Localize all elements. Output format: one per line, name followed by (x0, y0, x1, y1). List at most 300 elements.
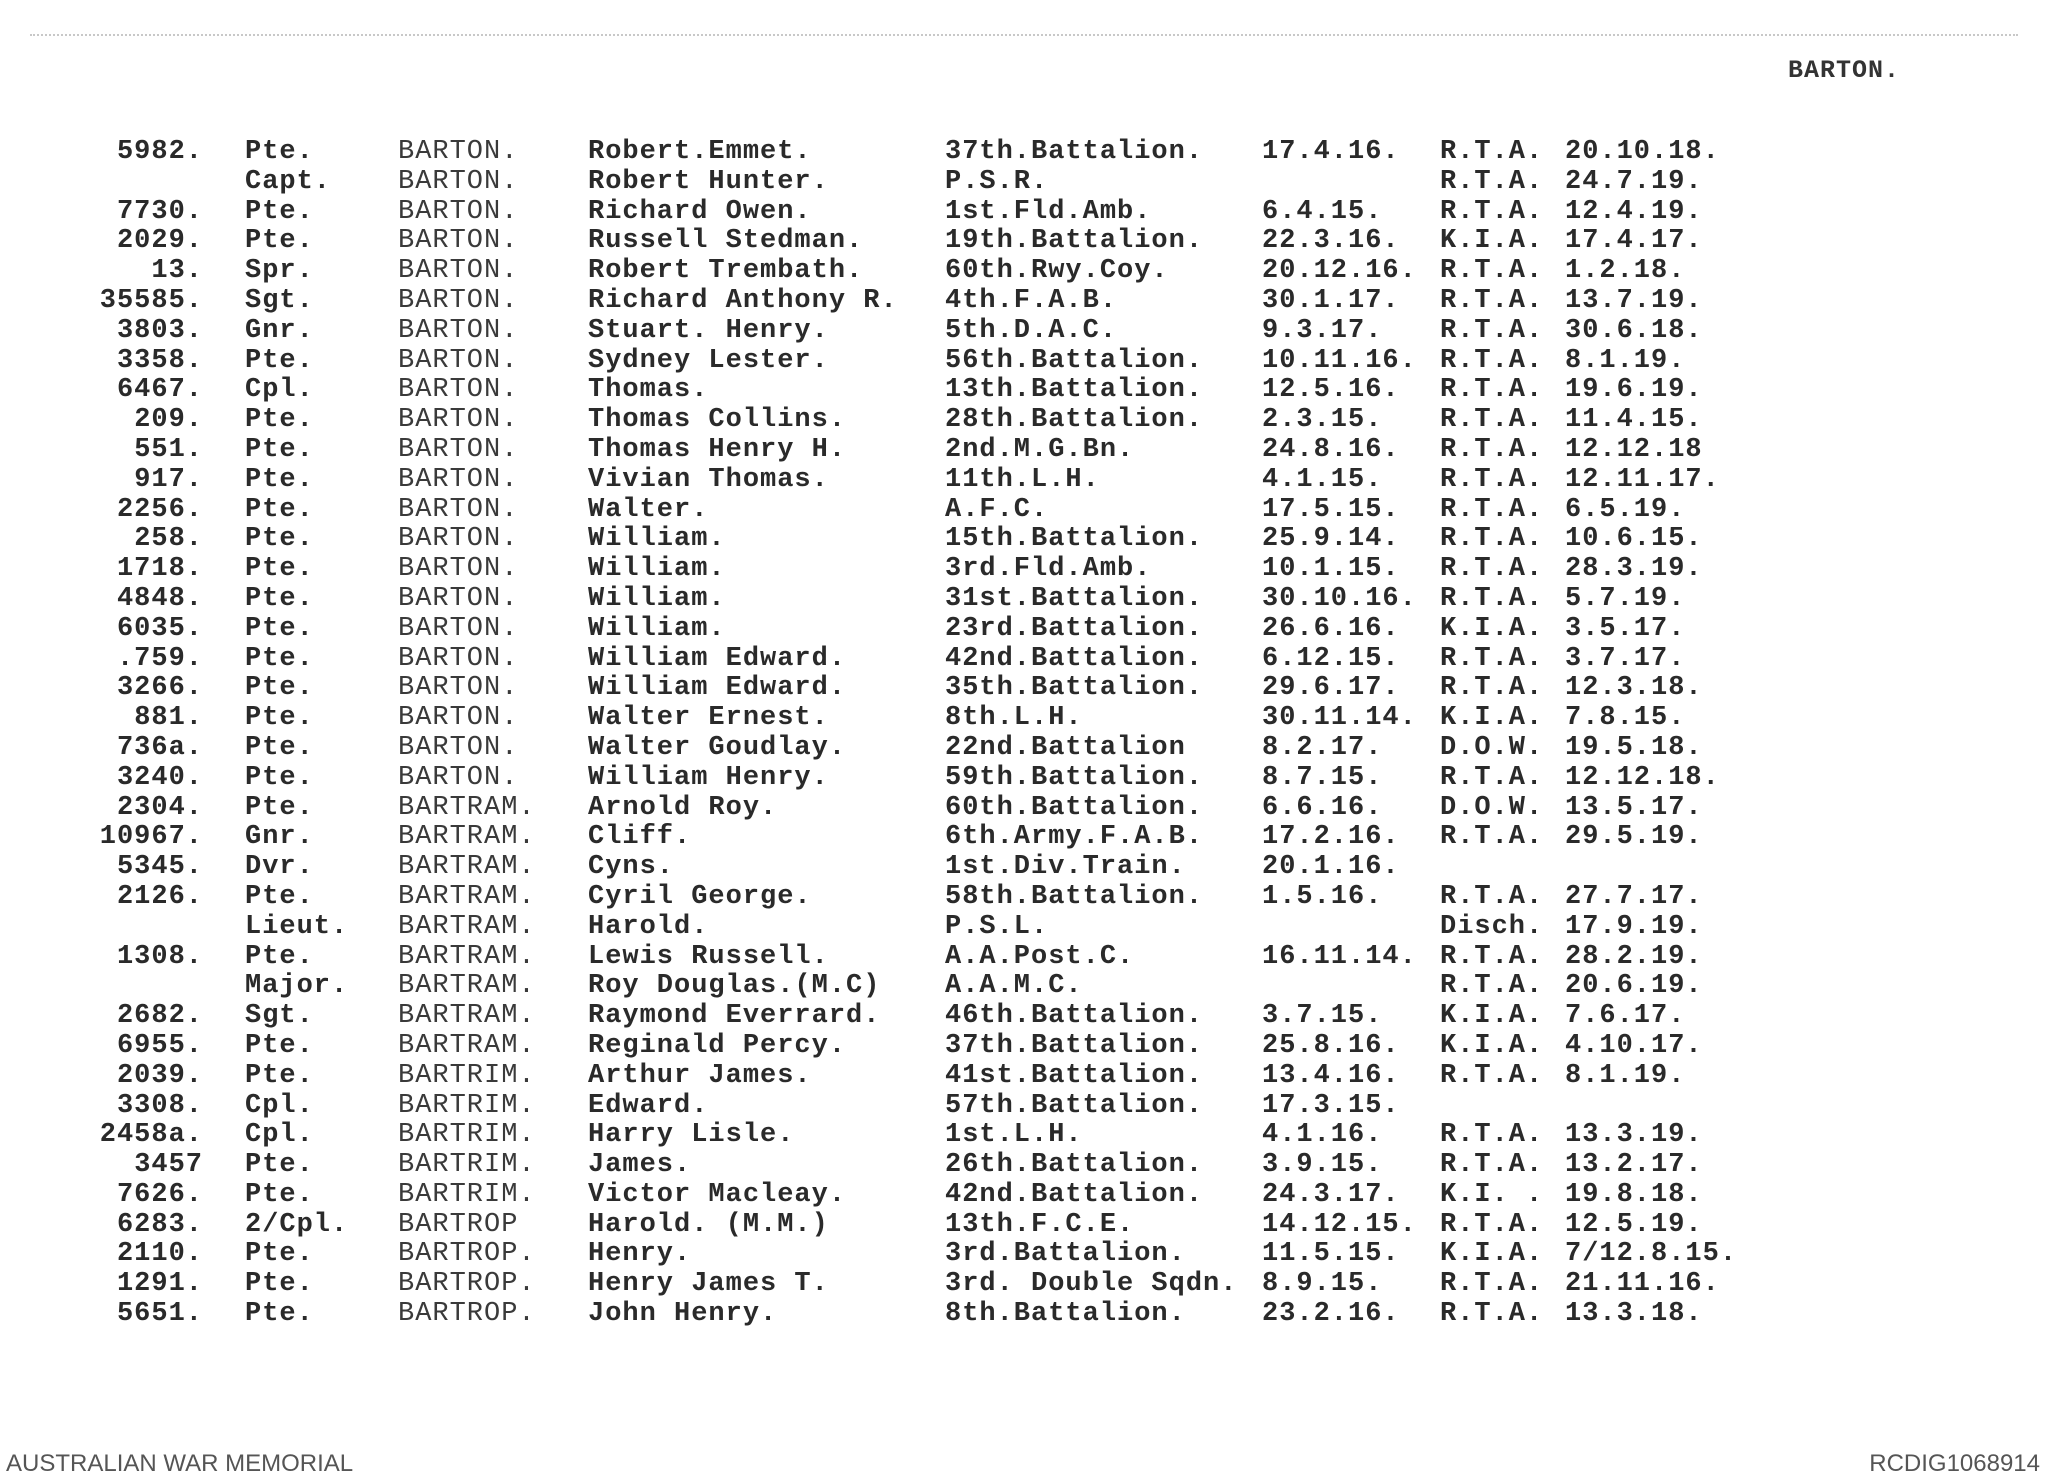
service-number: .759. (116, 643, 203, 674)
table-row (0, 764, 2048, 794)
surname: BARTROP. (398, 1239, 536, 1270)
fate: R.T.A. (1440, 196, 1544, 227)
unit: 37th.Battalion. (945, 1030, 1204, 1061)
service-number: 4848. (116, 583, 203, 614)
enlistment-date: 12.5.16. (1262, 375, 1400, 406)
surname: BARTON. (398, 434, 519, 465)
fate-date: 5.7.19. (1565, 583, 1686, 614)
service-number: 2110. (116, 1239, 203, 1270)
service-number: 5651. (116, 1299, 203, 1330)
page-heading: BARTON. (1788, 56, 1901, 85)
fate: D.O.W. (1440, 792, 1544, 823)
fate-date: 1.2.18. (1565, 256, 1686, 287)
unit: 57th.Battalion. (945, 1090, 1204, 1121)
rank: Pte. (245, 762, 314, 793)
unit: 59th.Battalion. (945, 762, 1204, 793)
table-row (0, 585, 2048, 615)
unit: 1st.L.H. (945, 1120, 1083, 1151)
surname: BARTROP (398, 1209, 519, 1240)
fate: R.T.A. (1440, 1120, 1544, 1151)
enlistment-date: 17.3.15. (1262, 1090, 1400, 1121)
surname: BARTRAM. (398, 941, 536, 972)
surname: BARTRAM. (398, 1030, 536, 1061)
service-number: 35585. (99, 285, 203, 316)
fate-date: 13.5.17. (1565, 792, 1703, 823)
service-number: 1308. (116, 941, 203, 972)
unit: 19th.Battalion. (945, 226, 1204, 257)
service-number: 6035. (116, 613, 203, 644)
unit: 8th.Battalion. (945, 1299, 1186, 1330)
rank: Pte. (245, 1239, 314, 1270)
rank: Pte. (245, 345, 314, 376)
surname: BARTRAM. (398, 881, 536, 912)
enlistment-date: 30.1.17. (1262, 285, 1400, 316)
service-number: 209. (134, 405, 203, 436)
unit: A.F.C. (945, 494, 1049, 525)
enlistment-date: 8.7.15. (1262, 762, 1383, 793)
given-names: William. (588, 613, 726, 644)
table-row (0, 1270, 2048, 1300)
enlistment-date: 25.8.16. (1262, 1030, 1400, 1061)
service-number: 551. (134, 434, 203, 465)
nominal-roll (0, 138, 2048, 1330)
fate: R.T.A. (1440, 375, 1544, 406)
rank: Pte. (245, 613, 314, 644)
unit: 60th.Battalion. (945, 792, 1204, 823)
table-row (0, 555, 2048, 585)
table-row (0, 287, 2048, 317)
enlistment-date: 6.6.16. (1262, 792, 1383, 823)
surname: BARTON. (398, 226, 519, 257)
rank: Pte. (245, 524, 314, 555)
given-names: Harry Lisle. (588, 1120, 795, 1151)
service-number: 10967. (99, 822, 203, 853)
surname: BARTON. (398, 583, 519, 614)
fate: R.T.A. (1440, 643, 1544, 674)
unit: 37th.Battalion. (945, 137, 1204, 167)
given-names: Cliff. (588, 822, 692, 853)
enlistment-date: 10.11.16. (1262, 345, 1417, 376)
enlistment-date: 29.6.17. (1262, 673, 1400, 704)
table-row (0, 198, 2048, 228)
enlistment-date: 30.11.14. (1262, 703, 1417, 734)
fate: R.T.A. (1440, 345, 1544, 376)
enlistment-date: 20.1.16. (1262, 852, 1400, 883)
given-names: Reginald Percy. (588, 1030, 847, 1061)
table-row (0, 704, 2048, 734)
rank: Capt. (245, 166, 332, 197)
surname: BARTON. (398, 524, 519, 555)
service-number: 2126. (116, 881, 203, 912)
surname: BARTRIM. (398, 1060, 536, 1091)
fate-date: 13.7.19. (1565, 285, 1703, 316)
fate-date: 29.5.19. (1565, 822, 1703, 853)
given-names: Stuart. Henry. (588, 315, 829, 346)
table-row (0, 674, 2048, 704)
table-row (0, 1181, 2048, 1211)
surname: BARTON. (398, 464, 519, 495)
fate-date: 7.8.15. (1565, 703, 1686, 734)
table-row (0, 1032, 2048, 1062)
surname: BARTON. (398, 137, 519, 167)
given-names: Walter Ernest. (588, 703, 829, 734)
given-names: Henry. (588, 1239, 692, 1270)
given-names: William. (588, 524, 726, 555)
rank: Cpl. (245, 1120, 314, 1151)
service-number: 7626. (116, 1179, 203, 1210)
given-names: James. (588, 1150, 692, 1181)
unit: 26th.Battalion. (945, 1150, 1204, 1181)
rank: Pte. (245, 941, 314, 972)
fate-date: 8.1.19. (1565, 345, 1686, 376)
fate-date: 3.5.17. (1565, 613, 1686, 644)
table-row (0, 466, 2048, 496)
enlistment-date: 16.11.14. (1262, 941, 1417, 972)
given-names: Russell Stedman. (588, 226, 864, 257)
fate-date: 19.6.19. (1565, 375, 1703, 406)
unit: 13th.F.C.E. (945, 1209, 1135, 1240)
fate: R.T.A. (1440, 554, 1544, 585)
service-number: 2458a. (99, 1120, 203, 1151)
given-names: Robert Trembath. (588, 256, 864, 287)
table-row (0, 1211, 2048, 1241)
rank: Pte. (245, 1060, 314, 1091)
enlistment-date: 24.8.16. (1262, 434, 1400, 465)
service-number: 6955. (116, 1030, 203, 1061)
unit: 13th.Battalion. (945, 375, 1204, 406)
unit: P.S.L. (945, 911, 1049, 942)
rank: Pte. (245, 464, 314, 495)
enlistment-date: 13.4.16. (1262, 1060, 1400, 1091)
table-row (0, 496, 2048, 526)
unit: 5th.D.A.C. (945, 315, 1118, 346)
unit: 31st.Battalion. (945, 583, 1204, 614)
table-row (0, 317, 2048, 347)
given-names: William Edward. (588, 673, 847, 704)
fate: K.I.A. (1440, 1001, 1544, 1032)
rank: Pte. (245, 137, 314, 167)
table-row (0, 883, 2048, 913)
given-names: Thomas Henry H. (588, 434, 847, 465)
rank: Pte. (245, 1030, 314, 1061)
fate: R.T.A. (1440, 673, 1544, 704)
rank: Pte. (245, 1299, 314, 1330)
fate: R.T.A. (1440, 315, 1544, 346)
fate-date: 13.3.19. (1565, 1120, 1703, 1151)
fate-date: 8.1.19. (1565, 1060, 1686, 1091)
rank: Major. (245, 971, 349, 1002)
fate: R.T.A. (1440, 1269, 1544, 1300)
rank: Pte. (245, 196, 314, 227)
given-names: Arnold Roy. (588, 792, 778, 823)
fate: R.T.A. (1440, 971, 1544, 1002)
rank: 2/Cpl. (245, 1209, 349, 1240)
table-row (0, 347, 2048, 377)
rank: Pte. (245, 732, 314, 763)
table-row (0, 615, 2048, 645)
enlistment-date: 3.9.15. (1262, 1150, 1383, 1181)
enlistment-date: 6.4.15. (1262, 196, 1383, 227)
fate-date: 13.3.18. (1565, 1299, 1703, 1330)
rank: Lieut. (245, 911, 349, 942)
given-names: Sydney Lester. (588, 345, 829, 376)
rank: Spr. (245, 256, 314, 287)
rank: Pte. (245, 434, 314, 465)
surname: BARTON. (398, 256, 519, 287)
enlistment-date: 4.1.16. (1262, 1120, 1383, 1151)
surname: BARTRIM. (398, 1150, 536, 1181)
enlistment-date: 17.4.16. (1262, 137, 1400, 167)
fate-date: 17.4.17. (1565, 226, 1703, 257)
surname: BARTON. (398, 285, 519, 316)
fate: R.T.A. (1440, 256, 1544, 287)
surname: BARTRAM. (398, 852, 536, 883)
service-number: 6467. (116, 375, 203, 406)
given-names: Arthur James. (588, 1060, 812, 1091)
rank: Pte. (245, 792, 314, 823)
given-names: Robert Hunter. (588, 166, 829, 197)
fate: R.T.A. (1440, 762, 1544, 793)
surname: BARTROP. (398, 1269, 536, 1300)
fate: R.T.A. (1440, 166, 1544, 197)
enlistment-date: 8.9.15. (1262, 1269, 1383, 1300)
fate: Disch. (1440, 911, 1544, 942)
rank: Pte. (245, 1150, 314, 1181)
given-names: Robert.Emmet. (588, 137, 812, 167)
surname: BARTRAM. (398, 792, 536, 823)
rank: Pte. (245, 881, 314, 912)
given-names: William Edward. (588, 643, 847, 674)
unit: 2nd.M.G.Bn. (945, 434, 1135, 465)
surname: BARTON. (398, 762, 519, 793)
rank: Gnr. (245, 822, 314, 853)
unit: 4th.F.A.B. (945, 285, 1118, 316)
fate-date: 20.10.18. (1565, 137, 1720, 167)
enlistment-date: 30.10.16. (1262, 583, 1417, 614)
fate-date: 12.4.19. (1565, 196, 1703, 227)
given-names: Roy Douglas.(M.C) (588, 971, 881, 1002)
enlistment-date: 2.3.15. (1262, 405, 1383, 436)
service-number: 2304. (116, 792, 203, 823)
enlistment-date: 20.12.16. (1262, 256, 1417, 287)
given-names: Cyril George. (588, 881, 812, 912)
fate-date: 20.6.19. (1565, 971, 1703, 1002)
fate-date: 11.4.15. (1565, 405, 1703, 436)
given-names: William Henry. (588, 762, 829, 793)
unit: P.S.R. (945, 166, 1049, 197)
rank: Pte. (245, 673, 314, 704)
given-names: William. (588, 583, 726, 614)
given-names: Vivian Thomas. (588, 464, 829, 495)
archive-credit: AUSTRALIAN WAR MEMORIAL (6, 1450, 354, 1477)
fate-date: 7.6.17. (1565, 1001, 1686, 1032)
unit: 8th.L.H. (945, 703, 1083, 734)
enlistment-date: 8.2.17. (1262, 732, 1383, 763)
service-number: 3308. (116, 1090, 203, 1121)
fate: R.T.A. (1440, 1060, 1544, 1091)
enlistment-date: 9.3.17. (1262, 315, 1383, 346)
table-row (0, 794, 2048, 824)
table-row (0, 823, 2048, 853)
table-row (0, 1002, 2048, 1032)
fate: K.I.A. (1440, 1239, 1544, 1270)
table-row (0, 734, 2048, 764)
surname: BARTON. (398, 643, 519, 674)
surname: BARTRAM. (398, 1001, 536, 1032)
surname: BARTROP. (398, 1299, 536, 1330)
unit: 41st.Battalion. (945, 1060, 1204, 1091)
surname: BARTON. (398, 405, 519, 436)
fate-date: 4.10.17. (1565, 1030, 1703, 1061)
given-names: Walter Goudlay. (588, 732, 847, 763)
table-row (0, 525, 2048, 555)
unit: 42nd.Battalion. (945, 643, 1204, 674)
fate-date: 28.2.19. (1565, 941, 1703, 972)
surname: BARTON. (398, 554, 519, 585)
given-names: Cyns. (588, 852, 675, 883)
table-row (0, 1151, 2048, 1181)
given-names: William. (588, 554, 726, 585)
enlistment-date: 1.5.16. (1262, 881, 1383, 912)
fate-date: 12.3.18. (1565, 673, 1703, 704)
fate-date: 12.12.18. (1565, 762, 1720, 793)
fate-date: 24.7.19. (1565, 166, 1703, 197)
fate: R.T.A. (1440, 434, 1544, 465)
fate-date: 21.11.16. (1565, 1269, 1720, 1300)
service-number: 3457 (134, 1150, 203, 1181)
unit: 23rd.Battalion. (945, 613, 1204, 644)
enlistment-date: 6.12.15. (1262, 643, 1400, 674)
fate-date: 6.5.19. (1565, 494, 1686, 525)
fate: R.T.A. (1440, 405, 1544, 436)
surname: BARTON. (398, 196, 519, 227)
given-names: Henry James T. (588, 1269, 829, 1300)
service-number: 1291. (116, 1269, 203, 1300)
unit: A.A.M.C. (945, 971, 1083, 1002)
surname: BARTON. (398, 732, 519, 763)
rank: Pte. (245, 226, 314, 257)
fate: R.T.A. (1440, 1150, 1544, 1181)
fate: R.T.A. (1440, 464, 1544, 495)
given-names: Raymond Everrard. (588, 1001, 881, 1032)
fate: R.T.A. (1440, 1209, 1544, 1240)
service-number: 2256. (116, 494, 203, 525)
surname: BARTRIM. (398, 1090, 536, 1121)
enlistment-date: 23.2.16. (1262, 1299, 1400, 1330)
given-names: John Henry. (588, 1299, 778, 1330)
table-row (0, 972, 2048, 1002)
service-number: 736a. (116, 732, 203, 763)
unit: 35th.Battalion. (945, 673, 1204, 704)
table-row (0, 1092, 2048, 1122)
table-row (0, 436, 2048, 466)
fate: R.T.A. (1440, 494, 1544, 525)
surname: BARTON. (398, 703, 519, 734)
fate-date: 12.12.18 (1565, 434, 1703, 465)
service-number: 3240. (116, 762, 203, 793)
surname: BARTON. (398, 166, 519, 197)
rank: Cpl. (245, 375, 314, 406)
fate: R.T.A. (1440, 137, 1544, 167)
rank: Pte. (245, 643, 314, 674)
fate-date: 27.7.17. (1565, 881, 1703, 912)
fate-date: 7/12.8.15. (1565, 1239, 1738, 1270)
unit: 1st.Div.Train. (945, 852, 1186, 883)
table-row (0, 1240, 2048, 1270)
enlistment-date: 11.5.15. (1262, 1239, 1400, 1270)
rank: Gnr. (245, 315, 314, 346)
service-number: 3266. (116, 673, 203, 704)
enlistment-date: 4.1.15. (1262, 464, 1383, 495)
enlistment-date: 22.3.16. (1262, 226, 1400, 257)
enlistment-date: 26.6.16. (1262, 613, 1400, 644)
surname: BARTON. (398, 673, 519, 704)
rank: Pte. (245, 554, 314, 585)
fate-date: 30.6.18. (1565, 315, 1703, 346)
fate: R.T.A. (1440, 822, 1544, 853)
service-number: 2039. (116, 1060, 203, 1091)
table-row (0, 943, 2048, 973)
rank: Sgt. (245, 1001, 314, 1032)
fate: K.I.A. (1440, 703, 1544, 734)
given-names: Harold. (M.M.) (588, 1209, 829, 1240)
table-row (0, 257, 2048, 287)
service-number: 881. (134, 703, 203, 734)
fate: R.T.A. (1440, 941, 1544, 972)
enlistment-date: 10.1.15. (1262, 554, 1400, 585)
given-names: Thomas Collins. (588, 405, 847, 436)
given-names: Thomas. (588, 375, 709, 406)
enlistment-date: 17.5.15. (1262, 494, 1400, 525)
fate-date: 12.11.17. (1565, 464, 1720, 495)
surname: BARTRAM. (398, 971, 536, 1002)
fate-date: 13.2.17. (1565, 1150, 1703, 1181)
fate-date: 19.8.18. (1565, 1179, 1703, 1210)
table-row (0, 853, 2048, 883)
surname: BARTON. (398, 375, 519, 406)
table-row (0, 1062, 2048, 1092)
surname: BARTRIM. (398, 1179, 536, 1210)
unit: 46th.Battalion. (945, 1001, 1204, 1032)
fate-date: 3.7.17. (1565, 643, 1686, 674)
surname: BARTRAM. (398, 911, 536, 942)
rank: Sgt. (245, 285, 314, 316)
given-names: Richard Anthony R. (588, 285, 898, 316)
rank: Pte. (245, 494, 314, 525)
unit: 56th.Battalion. (945, 345, 1204, 376)
unit: 42nd.Battalion. (945, 1179, 1204, 1210)
service-number: 2029. (116, 226, 203, 257)
fate: K.I.A. (1440, 226, 1544, 257)
unit: 3rd.Battalion. (945, 1239, 1186, 1270)
service-number: 917. (134, 464, 203, 495)
table-row (0, 227, 2048, 257)
surname: BARTON. (398, 345, 519, 376)
table-row (0, 138, 2048, 168)
table-row (0, 406, 2048, 436)
fate-date: 19.5.18. (1565, 732, 1703, 763)
unit: 28th.Battalion. (945, 405, 1204, 436)
rank: Dvr. (245, 852, 314, 883)
rank: Pte. (245, 1269, 314, 1300)
given-names: Richard Owen. (588, 196, 812, 227)
service-number: 5982. (116, 137, 203, 167)
service-number: 258. (134, 524, 203, 555)
fate: R.T.A. (1440, 285, 1544, 316)
service-number: 13. (151, 256, 203, 287)
archive-id: RCDIG1068914 (1869, 1450, 2040, 1477)
fate-date: 12.5.19. (1565, 1209, 1703, 1240)
